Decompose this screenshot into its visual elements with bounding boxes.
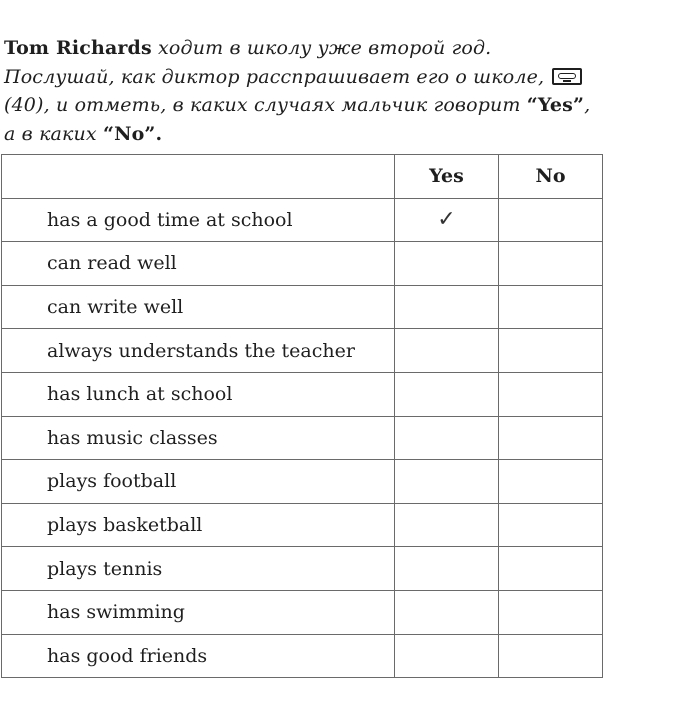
no-cell[interactable] — [499, 242, 603, 286]
yes-cell[interactable]: ✓ — [395, 198, 499, 242]
no-cell[interactable] — [499, 285, 603, 329]
table-row — [2, 590, 603, 634]
yes-cell[interactable] — [395, 329, 499, 373]
header-no: No — [499, 155, 603, 199]
row-statement: has music classes — [2, 416, 395, 460]
instruction-text-1: ходит в школу уже второй год. Послушай, как диктор расспрашивает его о школе, — [4, 37, 551, 88]
row-statement: always understands the teacher — [2, 329, 395, 373]
table-row — [2, 547, 603, 591]
no-cell[interactable] — [499, 590, 603, 634]
row-statement: plays basketball — [2, 503, 395, 547]
table-row — [2, 242, 603, 286]
no-cell[interactable] — [499, 503, 603, 547]
no-cell[interactable] — [499, 198, 603, 242]
table-row — [2, 329, 603, 373]
row-statement: has a good time at school — [2, 198, 395, 242]
row-statement: plays football — [2, 460, 395, 504]
table-row — [2, 460, 603, 504]
table-row — [2, 285, 603, 329]
cassette-icon — [552, 68, 582, 85]
header-item — [2, 155, 395, 199]
answer-table — [1, 154, 603, 678]
yes-cell[interactable] — [395, 547, 499, 591]
no-cell[interactable] — [499, 547, 603, 591]
yes-cell[interactable] — [395, 460, 499, 504]
yes-cell[interactable] — [395, 372, 499, 416]
instruction-text-3: , а в каких — [4, 94, 591, 145]
no-cell[interactable] — [499, 634, 603, 678]
table-row — [2, 503, 603, 547]
row-statement: can write well — [2, 285, 395, 329]
row-statement: has lunch at school — [2, 372, 395, 416]
row-statement: plays tennis — [2, 547, 395, 591]
no-cell[interactable] — [499, 460, 603, 504]
table-row — [2, 634, 603, 678]
no-cell[interactable] — [499, 372, 603, 416]
yes-cell[interactable] — [395, 285, 499, 329]
row-statement: can read well — [2, 242, 395, 286]
task-instructions — [4, 34, 604, 148]
yes-cell[interactable] — [395, 634, 499, 678]
table-row — [2, 372, 603, 416]
row-statement: has swimming — [2, 590, 395, 634]
header-yes: Yes — [395, 155, 499, 199]
yes-quote: “Yes” — [526, 94, 585, 116]
header-row — [2, 155, 603, 199]
yes-cell[interactable] — [395, 590, 499, 634]
yes-cell[interactable] — [395, 242, 499, 286]
no-quote: “No” — [102, 122, 156, 145]
no-cell[interactable] — [499, 416, 603, 460]
row-statement: has good friends — [2, 634, 395, 678]
student-name: Tom Richards — [4, 37, 152, 59]
yes-cell[interactable] — [395, 503, 499, 547]
track-number: (40), — [4, 94, 50, 116]
instruction-end: . — [155, 122, 163, 145]
table-row — [2, 416, 603, 460]
instruction-text-2: и отметь, в каких случаях мальчик говорит — [49, 94, 527, 116]
no-cell[interactable] — [499, 329, 603, 373]
yes-cell[interactable] — [395, 416, 499, 460]
table-row — [2, 198, 603, 242]
